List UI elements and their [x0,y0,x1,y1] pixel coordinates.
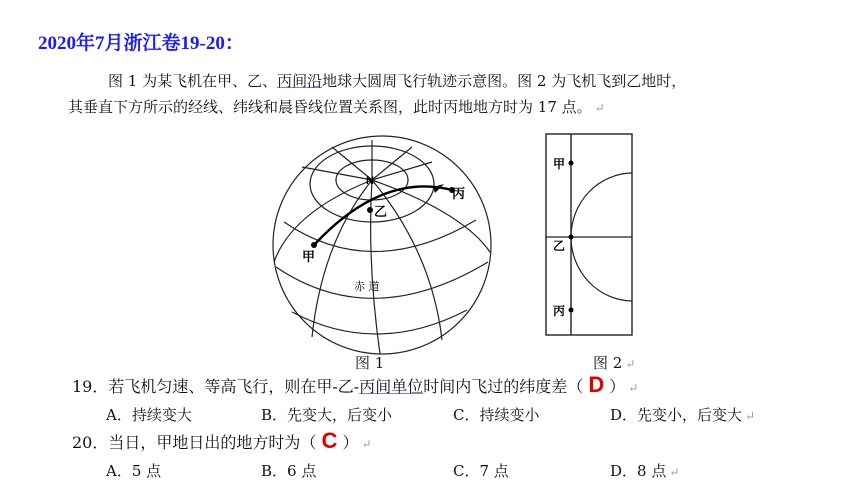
intro-text-b: 地球大圆周飞行轨迹示意图。图 2 为飞机飞到乙地时， [322,72,687,90]
q19-answer: D [588,372,605,397]
q20-answer: C [321,428,338,453]
intro-text-a: 图 1 为某飞机在甲、乙、 [108,72,278,90]
globe-outline [273,136,491,354]
figure-1-caption: 图 1 [355,354,385,372]
return-mark: ↵ [594,101,605,115]
label-bing: 丙 [452,187,466,202]
q20-close: ） [342,433,359,452]
figure-1-globe [262,132,502,358]
q19-option-a: A．持续变大 [106,406,192,424]
q19-suffix: 时间内飞过的纬度差（ [423,377,584,396]
figure-2-caption: 图 2 ↵ [593,354,636,372]
intro-text-c: 其垂直下方所示的经线、纬线和晨昏线位置关系图，此时丙地地方时为 17 点。 [68,98,592,116]
q19-underlined: 丙间单位 [359,377,424,396]
q19-option-d: D．先变小，后变大 ↵ [610,406,756,424]
intro-line-1 [68,71,788,91]
q19-option-c: C．持续变小 [453,406,540,424]
label-n: N [366,175,374,187]
fig2-label-bing: 丙 [553,304,566,318]
fig2-label-jia: 甲 [553,157,566,171]
intro-underlined: 丙间沿 [277,72,323,90]
page-title: 2020年7月浙江卷19-20： [38,33,244,54]
q20-option-a: A．5 点 [106,462,162,480]
fig2-label-yi: 乙 [553,239,566,253]
label-jia: 甲 [302,250,316,265]
label-yi: 乙 [374,205,388,220]
q19-prefix: 19．若飞机匀速、等高飞行，则在甲-乙- [72,377,360,396]
question-20: 20．当日，甲地日出的地方时为（ C ） ↵ [72,428,372,453]
figure-2-diagram [545,133,635,338]
label-equator: 赤 道 [354,280,380,293]
q20-option-b: B．6 点 [261,462,317,480]
intro-line-2 [68,97,788,118]
q20-prefix: 20．当日，甲地日出的地方时为（ [72,433,317,452]
q20-option-d: D．8 点 ↵ [610,462,680,480]
q20-option-c: C．7 点 [453,462,509,480]
q19-option-b: B．先变大，后变小 [261,406,393,424]
question-19: 19．若飞机匀速、等高飞行，则在甲-乙-丙间单位时间内飞过的纬度差（ D ） ↵ [72,372,639,397]
q19-close: ） [609,377,626,396]
